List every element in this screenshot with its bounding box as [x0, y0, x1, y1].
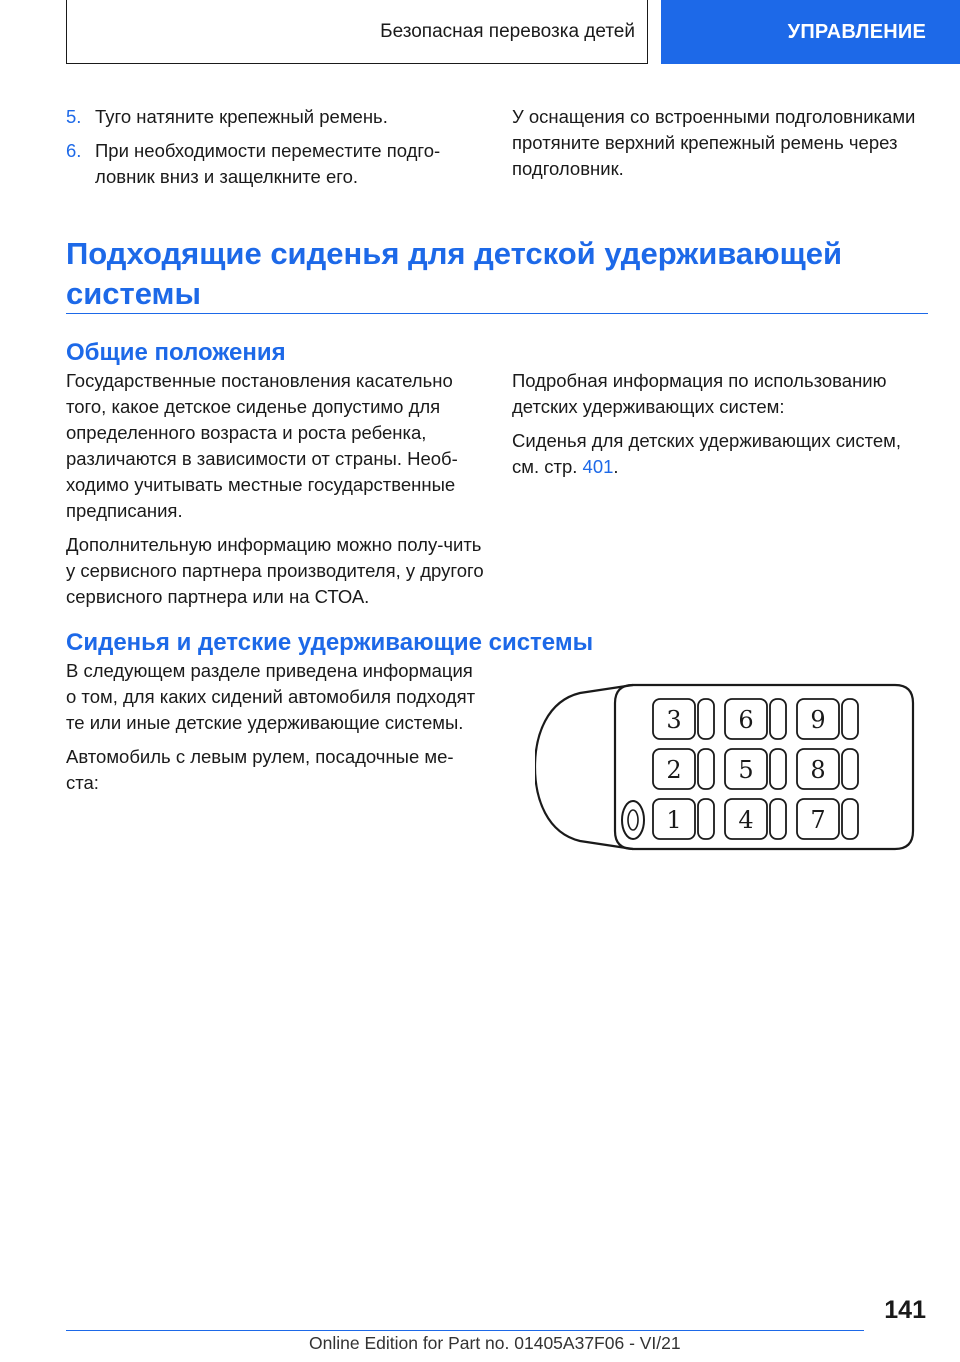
step-number: 5. [66, 106, 82, 127]
step-item [66, 104, 476, 130]
seat-number-label: 3 [666, 706, 682, 734]
seat-backrest [770, 749, 786, 789]
step-text: Туго натяните крепежный ремень. [95, 106, 388, 127]
step-item [66, 138, 476, 190]
step-text: При необходимости переместите подго-ловник вниз и защелкните его. [95, 140, 441, 187]
crossref-suffix: . [613, 456, 619, 477]
general-paragraph-1: Государственные постановления касательно того, какое детское сиденье допустимо для определенного возраста и роста ребенка, различаются в зависимости от страны. Необ-ходимо учитывать местные государственные предписания. [66, 370, 458, 521]
seat-backrest [770, 799, 786, 839]
seat-backrest [842, 749, 858, 789]
seat-number-label: 8 [810, 756, 826, 784]
general-right-paragraph-1: Подробная информация по использованию детских удерживающих систем: [512, 370, 887, 417]
footer-edition: Online Edition for Part no. 01405A37F06 - VI/21 [309, 1333, 681, 1353]
seat-number-label: 7 [810, 806, 826, 834]
right-top-column [512, 104, 932, 190]
seat-9 [797, 699, 858, 739]
seat-1 [653, 799, 714, 839]
steering-wheel-icon [622, 801, 644, 839]
seat-backrest [698, 699, 714, 739]
page-link-401[interactable]: 401 [582, 456, 614, 477]
seat-number-label: 6 [738, 706, 754, 734]
seats-title: Сиденья и детские удерживающие системы [66, 629, 594, 656]
seat-backrest [842, 799, 858, 839]
general-right-paragraph-2 [512, 428, 932, 480]
seat-backrest [842, 699, 858, 739]
general-left-column [66, 368, 484, 618]
seat-5 [725, 749, 786, 789]
section-title: Подходящие сиденья для детской удерживающей системы [66, 236, 843, 311]
seat-7 [797, 799, 858, 839]
car-cabin-outline [615, 685, 913, 849]
general-title: Общие положения [66, 339, 286, 366]
header-chapter-title: УПРАВЛЕНИЕ [787, 20, 926, 43]
seat-number-label: 4 [738, 806, 754, 834]
seats-left-column [66, 658, 484, 804]
headrest-note: У оснащения со встроенными подголовниками протяните верхний крепежный ремень через подголовник. [512, 106, 916, 179]
section-divider [66, 313, 928, 314]
general-right-column [512, 368, 932, 488]
seat-number-label: 1 [666, 806, 682, 834]
page-number: 141 [884, 1296, 926, 1324]
seat-2 [653, 749, 714, 789]
seat-4 [725, 799, 786, 839]
step-number: 6. [66, 140, 82, 161]
footer-divider [66, 1330, 864, 1331]
seat-8 [797, 749, 858, 789]
car-nose-outline [535, 685, 633, 849]
seat-number-label: 5 [738, 756, 754, 784]
header-section-title: Безопасная перевозка детей [380, 20, 635, 42]
seat-backrest [770, 699, 786, 739]
seat-number-label: 2 [666, 756, 682, 784]
crossref-prefix: Сиденья для детских удерживающих систем, см. стр. [512, 430, 902, 477]
seat-grid [653, 699, 858, 839]
seat-backrest [698, 799, 714, 839]
seats-paragraph-1: В следующем разделе приведена информация о том, для каких сидений автомобиля подходят те или иные детские удерживающие системы. [66, 660, 476, 733]
general-paragraph-2: Дополнительную информацию можно полу-чить у сервисного партнера производителя, у другого сервисного партнера или на СТОА. [66, 534, 484, 607]
seat-number-label: 9 [810, 706, 826, 734]
seat-backrest [698, 749, 714, 789]
seat-6 [725, 699, 786, 739]
header-section-tab [66, 0, 648, 64]
seat-layout-diagram [535, 677, 935, 857]
seat-3 [653, 699, 714, 739]
seats-paragraph-2: Автомобиль с левым рулем, посадочные ме-ста: [66, 746, 454, 793]
header-chapter-tab[interactable] [661, 0, 960, 64]
steps-list [66, 104, 476, 198]
